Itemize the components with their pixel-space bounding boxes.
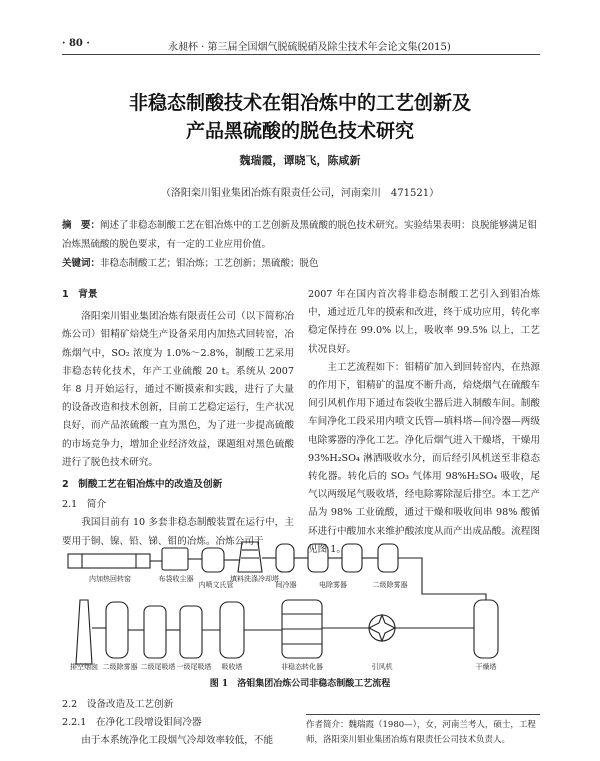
fig-label-drying-tower: 干燥塔: [475, 663, 497, 671]
demister-bottom-shape: [106, 602, 128, 658]
indirect-cooler-shape: [276, 544, 294, 572]
chimney-shape: [76, 600, 92, 664]
left-column: [62, 286, 294, 551]
tail-absorber-2-shape: [144, 606, 166, 658]
page-number: · 80 ·: [62, 38, 90, 49]
journal-header: 永昶杯 · 第三届全国烟气脱硫脱硝及除尘技术年会论文集(2015): [168, 42, 451, 53]
keywords-label: 关键词：: [62, 258, 101, 269]
rotary-kiln-shape: [68, 554, 150, 568]
section-2-2-1-heading: 2.2.1 在净化工段增设钼间冷器: [62, 717, 202, 729]
abstract-text: 阐述了非稳态制酸工艺在钼冶炼中的工艺创新及黑硫酸的脱色技术研究。实验结果表明：良脱能够满足钼冶炼黑硫酸的脱色要求，有一定的工业应用价值。: [62, 220, 538, 250]
authors: 魏瑞霞，谭晓飞，陈咸新: [239, 154, 361, 167]
footnote-rule: [306, 714, 540, 715]
esp-2-shape: [342, 544, 362, 572]
right-column: [308, 286, 540, 559]
fig-label-bag-filter: 布袋收尘器: [158, 575, 194, 583]
section-2-1-heading: 2.1 简介: [62, 499, 107, 511]
fig-label-tail-absorber-2: 二级尾吸塔: [140, 663, 176, 671]
left-bottom-column: [62, 696, 294, 751]
abstract-block: [62, 216, 540, 273]
venturi-shape: [202, 548, 224, 572]
section-2-1-text: 我国目前有 10 多套非稳态制酸装置在运行中，主要用于铜、镍、铅、锑、钼的冶炼。冶炼公司于: [62, 517, 294, 547]
affiliation: （洛阳栾川钼业集团冶炼有限责任公司，河南栾川 471521）: [160, 188, 440, 199]
fig-label-tail-absorber-1: 一级尾吸塔: [176, 663, 212, 671]
fig-label-demister-bottom: 二级除雾器: [102, 663, 138, 671]
section-2-2-heading: 2.2 设备改造及工艺创新: [62, 699, 174, 710]
demister-2-shape: [378, 544, 398, 572]
absorber-shape: [220, 602, 244, 658]
keywords-text: 非稳态制酸工艺；钼冶炼；工艺创新；黑硫酸；脱色: [100, 258, 319, 269]
section-2-2-1-text: 由于本系统净化工段烟气冷却效率较低，不能: [81, 735, 274, 747]
fig-label-fan: 引风机: [371, 663, 393, 671]
title-line-1: 非稳态制酸技术在钼冶炼中的工艺创新及: [128, 92, 471, 114]
fig-label-cooler: 间冷器: [275, 581, 297, 589]
fig-label-converter: 非稳态转化器: [281, 663, 323, 671]
section-2-heading: 2 制酸工艺在钼冶炼中的改造及创新: [62, 479, 223, 491]
fig-label-chimney: 排空烟囱: [70, 663, 98, 671]
header-rule: [62, 54, 540, 55]
fig-label-absorber: 吸收塔: [221, 663, 243, 671]
fig-label-packed-tower: 填料洗涤冷却塔: [230, 575, 279, 583]
drying-tower-shape: [474, 600, 498, 658]
fan-shape: [369, 615, 395, 641]
flow-diagram: [62, 538, 540, 672]
figure-caption: 图 1 洛钼集团冶炼公司非稳态制酸工艺流程: [209, 679, 391, 689]
abstract-label: 摘 要：: [62, 220, 101, 231]
process-flow-figure: [62, 538, 540, 672]
right-col-para-2: 主工艺流程如下：钼精矿加入到回转窑内，在热源的作用下，钼精矿的温度不断升高，焙烧烟气在硫酸车间引风机作用下通过布袋收尘器后进入制酸车间。制酸车间净化工段采用内喷文氏管—填料塔—间冷器—两级电除雾器的净化工艺。净化后烟气进入干燥塔，干燥用 93%H₂SO₄ 淋洒吸收水分，而后经引风机送至非稳态转化器。转化后的 SO₃ 气体用 98%H₂SO₄ 吸收，尾气以两级尾气吸收塔，经电除雾除湿后排空。本工艺产品为 98% 工业硫酸，通过干燥和吸收间串 98% 酸循环进行中酸加水来维护酸浓度从而产出成品酸。流程图见图 1。: [308, 361, 540, 555]
author-footnote: 作者简介：魏瑞霞（1980—），女，河南兰考人，硕士，工程师，洛阳栾川钼业集团冶炼有限责任公司技术负责人。: [306, 720, 536, 745]
section-1-text: 洛阳栾川钼业集团冶炼有限责任公司（以下简称冶炼公司）钼精矿焙烧生产设备采用内加热式回转窑，冶炼烟气中，SO₂ 浓度为 1.0%～2.8%，制酸工艺采用非稳态转化技术，年产工业硫酸 20 t。系统从 2007 年 8 月开始运行，通过不断摸索和实践，进行了大量的设备改造和技术创新，目前工艺稳定运行，生产状况良好，而产品浓硫酸一直为黑色，为了进一步提高硫酸的市场竞争力，增加企业经济效益，课题组对黑色硫酸进行了脱色技术研究。: [62, 311, 294, 468]
fig-label-demister-top: 二级除雾器: [372, 581, 408, 589]
right-col-para-1: 2007 年在国内首次将非稳态制酸工艺引入到钼冶炼中，通过近几年的摸索和改进，终于成功应用，转化率稳定保持在 99.0% 以上，吸收率 99.5% 以上，工艺状况良好。: [308, 289, 540, 355]
esp-1-shape: [308, 544, 328, 572]
fig-label-kiln: 内加热回转窑: [89, 575, 131, 583]
fig-label-esp: 电除雾器: [319, 581, 347, 589]
packed-tower-shape: [238, 542, 262, 572]
bag-filter-shape: [162, 548, 188, 570]
fig-label-venturi: 内喷文氏管: [198, 581, 234, 589]
tail-absorber-1-shape: [180, 606, 202, 658]
title-line-2: 产品黑硫酸的脱色技术研究: [185, 120, 414, 142]
section-1-heading: 1 背景: [62, 289, 98, 300]
